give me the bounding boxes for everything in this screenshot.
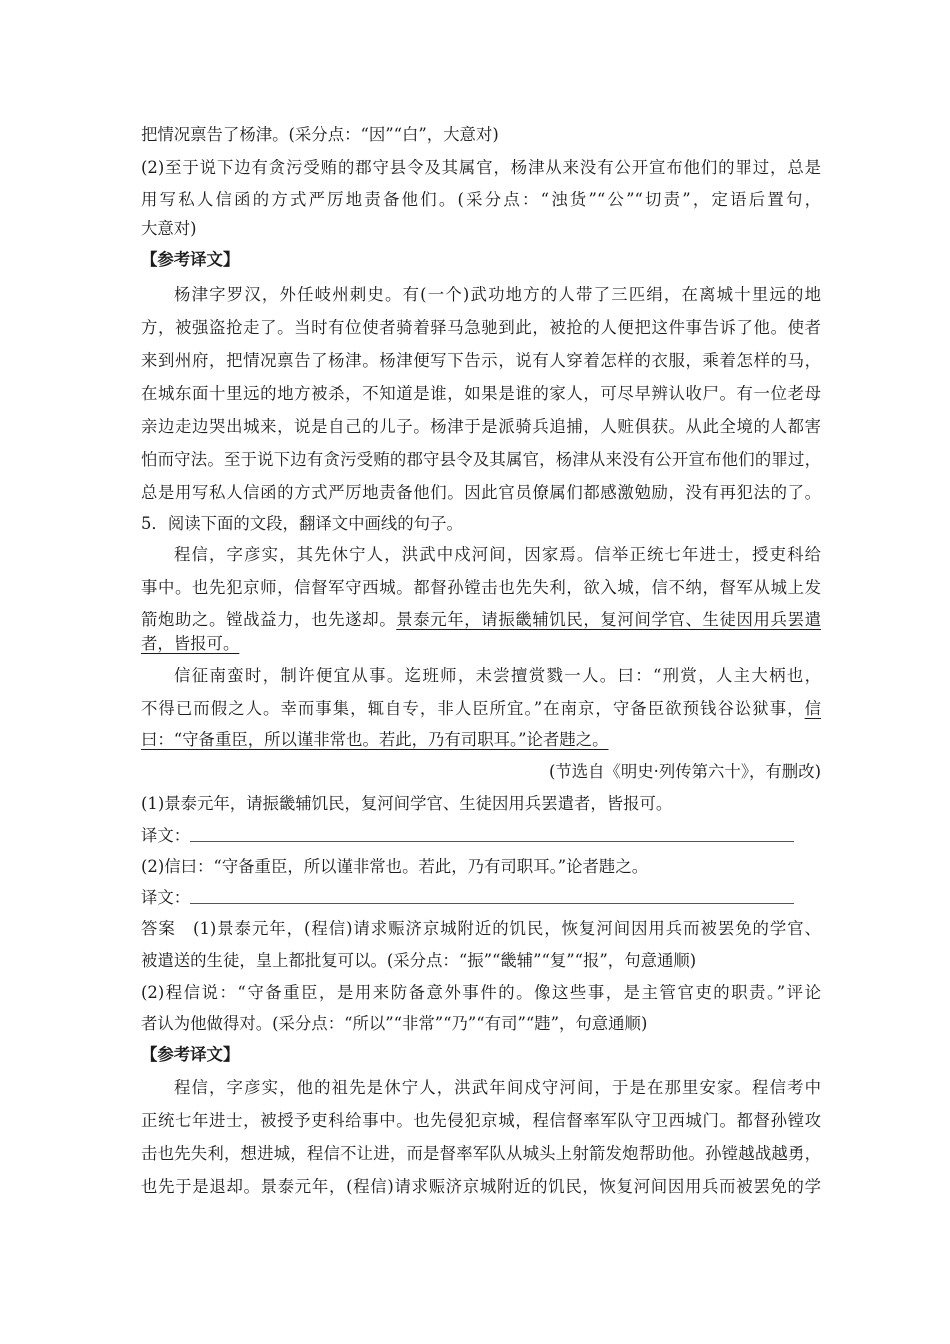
- text-line: 用写私人信函的方式严厉地责备他们。(采分点：“浊货”“公”“切责”，定语后置句，: [141, 190, 821, 209]
- text-line: 在城东面十里远的地方被杀，不知道是谁，如果是谁的家人，可尽早辨认收尸。有一位老母: [141, 384, 821, 403]
- answer-label: 译文：: [141, 826, 191, 845]
- text-line: 大意对): [141, 219, 197, 238]
- text-line: 亲边走边哭出城来，说是自己的儿子。杨津于是派骑兵追捕，人赃俱获。从此全境的人都害: [141, 417, 821, 436]
- answer-blank-line[interactable]: [190, 841, 794, 842]
- text-line: 者认为他做得对。(采分点：“所以”“非常”“乃”“有司”“韪”，句意通顺): [141, 1014, 648, 1033]
- answer-blank-line[interactable]: [190, 903, 794, 904]
- question-title: 5．阅读下面的文段，翻译文中画线的句子。: [141, 514, 463, 533]
- text-line: 总是用写私人信函的方式严厉地责备他们。因此官员僚属们都感激勉励，没有再犯法的了。: [141, 483, 821, 502]
- section-heading: 【参考译文】: [141, 1045, 240, 1064]
- section-heading: 【参考译文】: [141, 250, 240, 269]
- plain-text: 箭炮助之。镗战益力，也先遂却。: [141, 610, 397, 629]
- text-line: 方，被强盗抢走了。当时有位使者骑着驿马急驰到此，被抢的人便把这件事告诉了他。使者: [141, 318, 821, 337]
- text-line: 杨津字罗汉，外任岐州刺史。有(一个)武功地方的人带了三匹绢，在离城十里远的地: [174, 285, 821, 304]
- underlined-sentence: 景泰元年，请振畿辅饥民，复河间学官、生徒因用兵罢遣: [396, 610, 821, 629]
- question-item: (1)景泰元年，请振畿辅饥民，复河间学官、生徒因用兵罢遣者，皆报可。: [141, 794, 673, 813]
- text-line: [141, 629, 821, 659]
- text-line: 事中。也先犯京师，信督军守西城。都督孙镗击也先失利，欲入城，信不纳，督军从城上发: [141, 578, 821, 597]
- text-line: 程信，字彦实，其先休宁人，洪武中戍河间，因家焉。信举正统七年进士，授吏科给: [174, 545, 821, 564]
- text-line: 也先于是退却。景泰元年，(程信)请求赈济京城附近的饥民，恢复河间因用兵而被罢免的学: [141, 1177, 821, 1196]
- plain-text: 不得已而假之人。幸而事集，辄自专，非人臣所宜。”在南京，守备臣欲预钱谷讼狱事，: [141, 699, 805, 718]
- text-line: 程信，字彦实，他的祖先是休宁人，洪武年间戍守河间，于是在那里安家。程信考中: [174, 1078, 821, 1097]
- text-line: (2)至于说下边有贪污受贿的郡守县令及其属官，杨津从来没有公开宣布他们的罪过，总是: [141, 158, 821, 177]
- underlined-sentence: 曰：“守备重臣，所以谨非常也。若此，乃有司职耳。”论者韪之。: [141, 730, 609, 749]
- text-line: 正统七年进士，被授予吏科给事中。也先侵犯京城，程信督率军队守卫西城门。都督孙镗攻: [141, 1111, 821, 1130]
- text-line: 答案 (1)景泰元年，(程信)请求赈济京城附近的饥民，恢复河间因用兵而被罢免的学官、: [141, 919, 821, 938]
- answer-label: 译文：: [141, 888, 191, 907]
- question-item: (2)信曰：“守备重臣，所以谨非常也。若此，乃有司职耳。”论者韪之。: [141, 857, 649, 876]
- text-line: 怕而守法。至于说下边有贪污受贿的郡守县令及其属官，杨津从来没有公开宣布他们的罪过，: [141, 450, 821, 469]
- underlined-sentence: 信: [804, 699, 821, 718]
- text-line: [141, 725, 821, 755]
- text-line: 来到州府，把情况禀告了杨津。杨津便写下告示，说有人穿着怎样的衣服，乘着怎样的马，: [141, 351, 821, 370]
- text-line: 被遣送的生徒，皇上都批复可以。(采分点：“振”“畿辅”“复”“报”，句意通顺): [141, 951, 697, 970]
- text-line: [141, 694, 821, 724]
- text-line: 击也先失利，想进城，程信不让进，而是督率军队从城头上射箭发炮帮助他。孙镗越战越勇，: [141, 1144, 821, 1163]
- underlined-sentence: 者，皆报可。: [141, 634, 240, 653]
- text-line: 把情况禀告了杨津。(采分点：“因”“白”，大意对): [141, 125, 499, 144]
- source-citation: (节选自《明史·列传第六十》，有删改): [548, 762, 821, 781]
- text-line: (2)程信说：“守备重臣，是用来防备意外事件的。像这些事，是主管官吏的职责。”评论: [141, 983, 821, 1002]
- text-line: 信征南蛮时，制许便宜从事。迄班师，未尝擅赏戮一人。曰：“刑赏，人主大柄也，: [174, 666, 821, 685]
